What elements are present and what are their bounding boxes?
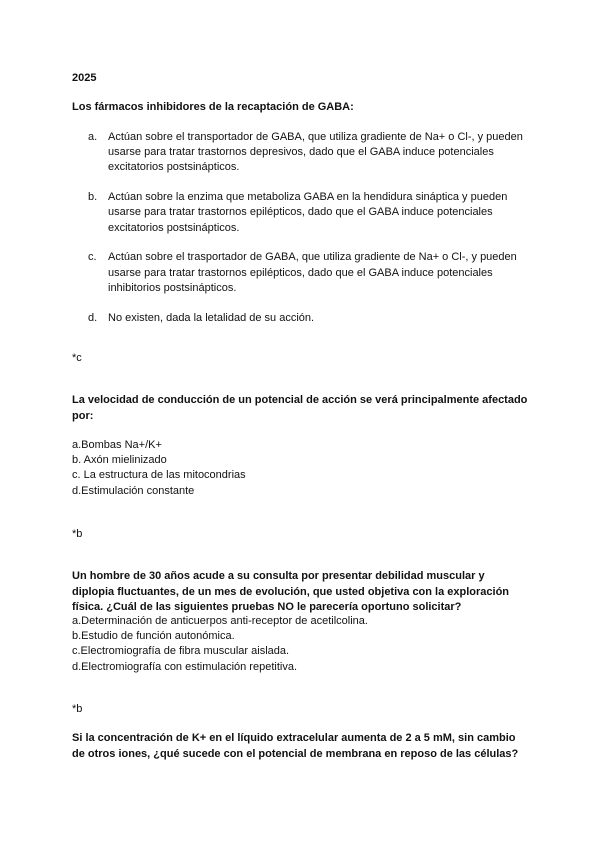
option-label: a.: [88, 131, 98, 143]
answer-1: *c: [72, 352, 82, 364]
option-text: Actúan sobre la enzima que metaboliza GABA en la hendidura sináptica y pueden usarse para tratar trastornos epilépticos, dado que el GABA induce potenciales excitatorios postsinápticos.: [108, 191, 508, 234]
option-text: No existen, dada la letalidad de su acción.: [108, 311, 315, 324]
option-d: [88, 311, 528, 326]
option-c: c. La estructura de las mitocondrias: [72, 469, 246, 482]
option-b: [88, 190, 528, 236]
question-2-options: [72, 438, 528, 499]
question-2: La velocidad de conducción de un potencial de acción se verá principalmente afectado por:: [72, 394, 528, 422]
answer-2: *b: [72, 528, 83, 540]
option-d: d.Estimulación constante: [72, 484, 195, 497]
option-c: [88, 250, 528, 296]
option-label: d.: [88, 311, 98, 324]
option-text: Actúan sobre el transportador de GABA, que utiliza gradiente de Na+ o Cl-, y pueden usarse para tratar trastornos depresivos, dado que el GABA induce potenciales excitatorios postsinápticos.: [108, 131, 523, 174]
option-b: b. Axón mielinizado: [72, 454, 167, 467]
option-label: b.: [88, 191, 98, 204]
option-b: b.Estudio de función autonómica.: [72, 630, 235, 643]
option-a: a.Bombas Na+/K+: [72, 439, 162, 451]
option-a: [88, 130, 528, 176]
question-1: Los fármacos inhibidores de la recaptación de GABA:: [72, 101, 354, 113]
option-a: a.Determinación de anticuerpos anti-receptor de acetilcolina.: [72, 615, 368, 627]
year-heading: 2025: [72, 72, 97, 84]
option-label: c.: [88, 251, 97, 264]
question-3: Un hombre de 30 años acude a su consulta por presentar debilidad muscular y diplopia fluctuantes, de un mes de evolución, que usted objetiva con la exploración física. ¿Cuál de las siguientes pruebas NO le parecería oportuno solicitar?: [72, 570, 510, 613]
question-4: Si la concentración de K+ en el líquido extracelular aumenta de 2 a 5 mM, sin cambio de otros iones, ¿qué sucede con el potencial de membrana en reposo de las células?: [72, 732, 519, 760]
option-text: Actúan sobre el trasportador de GABA, que utiliza gradiente de Na+ o Cl-, y pueden usarse para tratar trastornos epilépticos, dado que el GABA induce potenciales inhibitorios postsinápticos.: [108, 251, 517, 294]
option-d: d.Electromiografía con estimulación repetitiva.: [72, 660, 297, 673]
option-c: c.Electromiografía de fibra muscular aislada.: [72, 645, 290, 658]
question-1-options: [88, 130, 528, 340]
question-3-options: [72, 614, 528, 675]
answer-3: *b: [72, 703, 83, 715]
